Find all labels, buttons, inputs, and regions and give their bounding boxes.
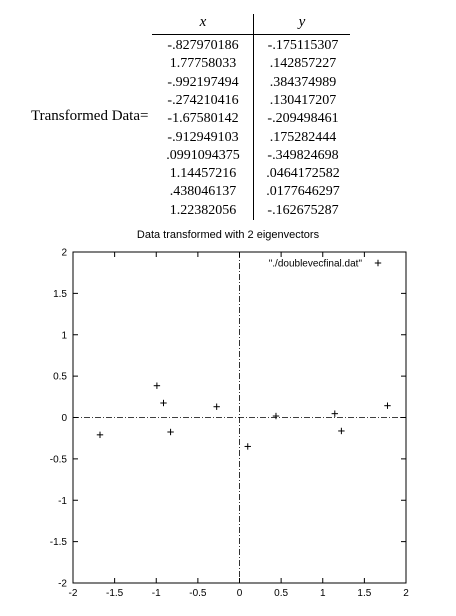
- table-cell-y: -.209498461: [267, 111, 339, 127]
- table-cell-x: -1.67580142: [167, 111, 239, 127]
- x-tick-label: -2: [68, 588, 78, 599]
- data-point: [245, 443, 251, 449]
- table-cell-x: 1.14457216: [169, 166, 237, 182]
- x-tick-label: 0: [236, 588, 243, 599]
- table-cell-y: -.175115307: [267, 38, 339, 53]
- y-tick-label: 0: [61, 413, 67, 424]
- y-tick-label: -2: [58, 578, 67, 590]
- y-tick-label: -1.5: [49, 537, 67, 549]
- data-point: [332, 410, 338, 416]
- table-cell-x: -.992197494: [167, 74, 239, 90]
- data-point: [338, 428, 344, 434]
- x-tick-label: -1: [151, 588, 161, 599]
- scatter-plot: [0, 240, 456, 616]
- transformed-data-table: [0, 0, 456, 230]
- y-tick-label: 2: [61, 247, 67, 259]
- y-tick-label: -1: [58, 495, 67, 507]
- x-tick-label: -0.5: [189, 588, 207, 599]
- table-cell-x: -.274210416: [167, 92, 239, 108]
- table-cell-x: .438046137: [169, 184, 237, 200]
- y-tick-label: 0.5: [53, 371, 67, 383]
- table-cell-y: .142857227: [269, 56, 337, 72]
- chart-title: Data transformed with 2 eigenvectors: [136, 229, 320, 241]
- table-cell-y: .130417207: [269, 92, 337, 108]
- table-row-label: Transformed Data=: [31, 108, 149, 124]
- data-point: [273, 413, 279, 419]
- table-cell-x: 1.22382056: [169, 202, 237, 218]
- table-cell-x: 1.77758033: [169, 56, 237, 72]
- x-tick-label: 2: [403, 588, 409, 599]
- data-point: [97, 432, 103, 438]
- data-point: [167, 429, 173, 435]
- column-header-y: y: [298, 14, 306, 30]
- y-tick-label: 1.5: [53, 288, 67, 300]
- table-cell-y: -.162675287: [267, 202, 339, 218]
- column-header-x: x: [199, 14, 207, 30]
- data-point: [384, 402, 390, 408]
- table-cell-y: .175282444: [269, 129, 337, 145]
- data-point: [154, 382, 160, 388]
- legend-label: "./doublevecfinal.dat": [268, 258, 362, 270]
- table-cell-x: -.912949103: [167, 129, 239, 145]
- x-tick-label: 1: [319, 588, 326, 599]
- data-point: [160, 400, 166, 406]
- y-tick-label: -0.5: [49, 454, 67, 466]
- x-tick-label: -1.5: [106, 588, 124, 599]
- x-tick-label: 0.5: [274, 588, 289, 599]
- table-cell-y: -.349824698: [267, 147, 339, 163]
- table-cell-y: .0464172582: [266, 166, 340, 182]
- table-cell-y: .384374989: [269, 74, 337, 90]
- header-rule: [152, 34, 350, 35]
- table-cell-x: .0991094375: [166, 147, 240, 163]
- legend-marker: [375, 260, 381, 266]
- data-point: [213, 404, 219, 410]
- y-tick-label: 1: [61, 330, 67, 342]
- table-cell-y: .0177646297: [266, 184, 340, 200]
- x-tick-label: 1.5: [357, 588, 372, 599]
- table-cell-x: -.827970186: [167, 38, 239, 53]
